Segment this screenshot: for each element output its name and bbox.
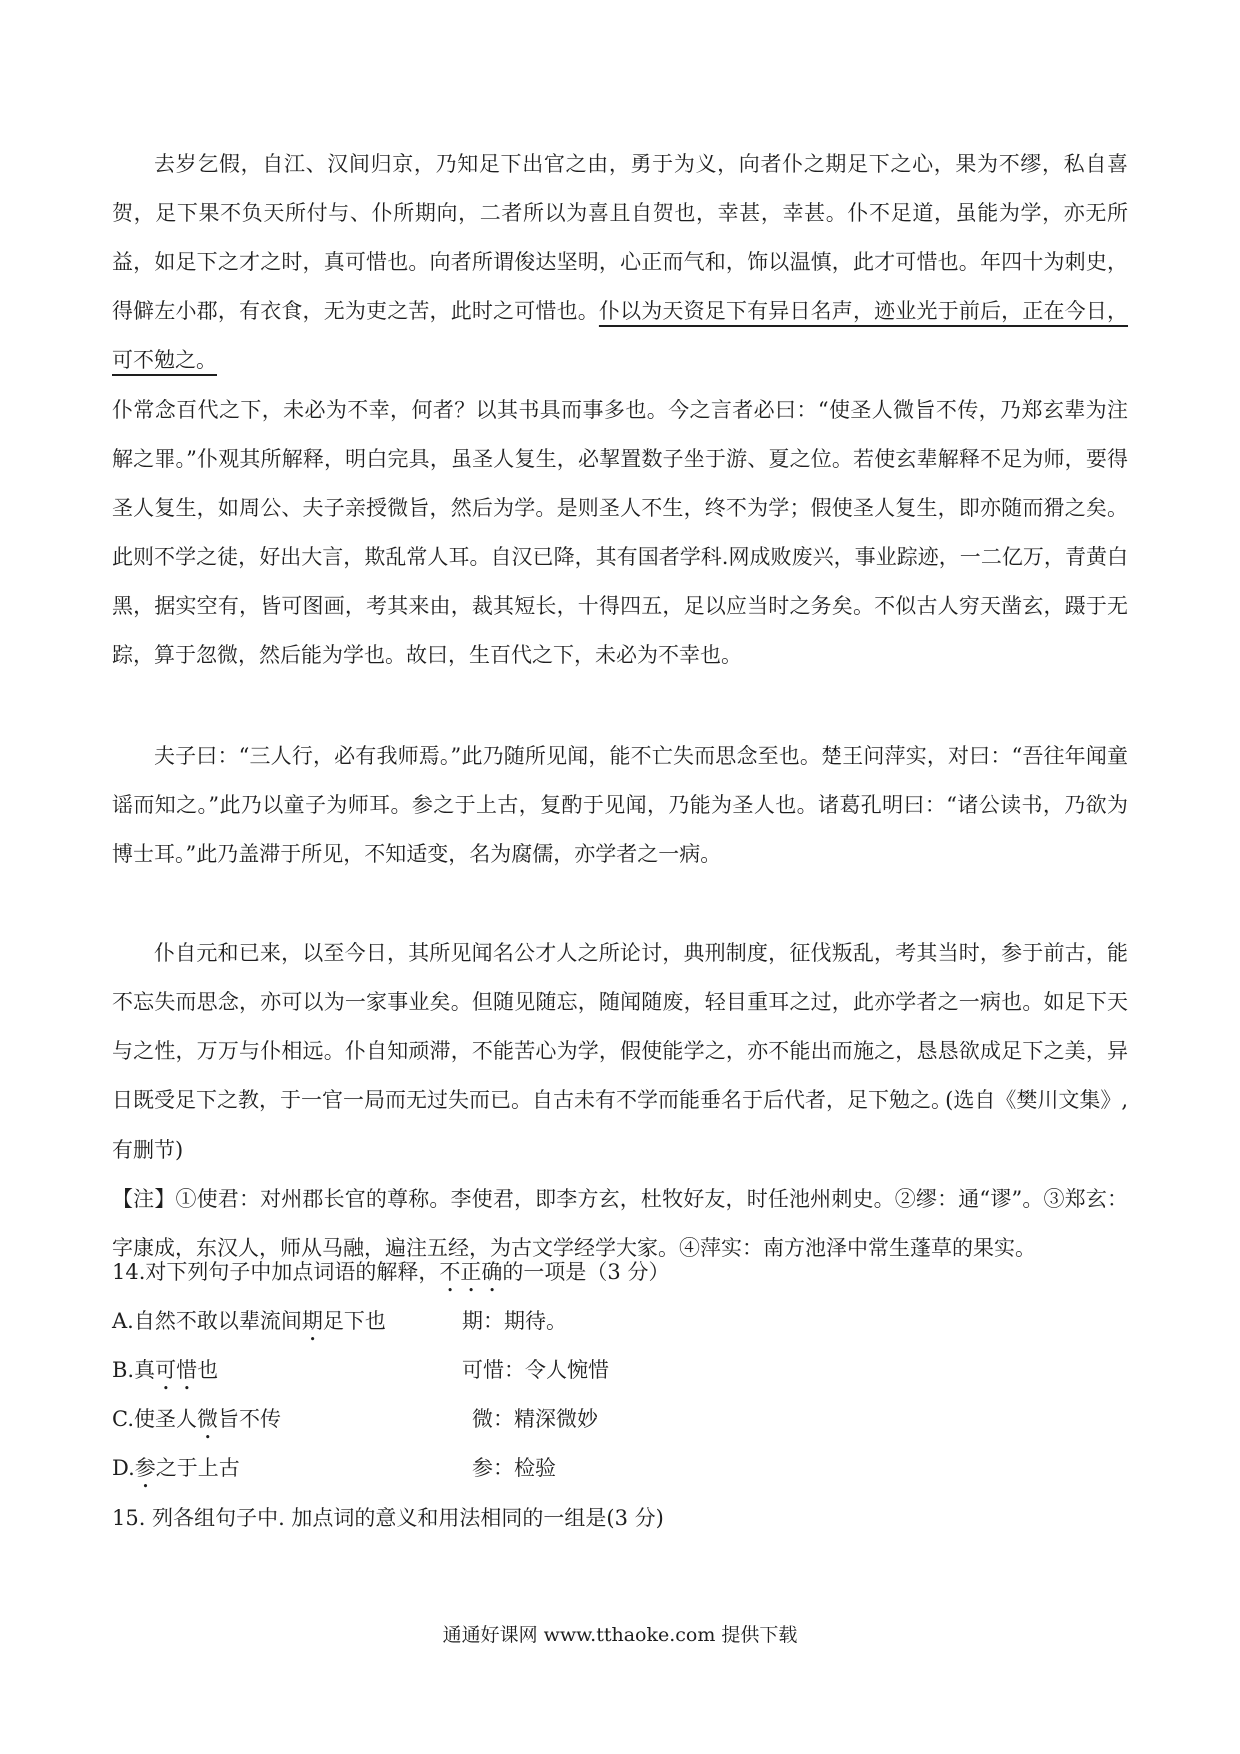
question-14-option-c-definition: 微：精深微妙 [472,1407,598,1431]
question-15-stem: 15. 列各组句子中. 加点词的意义和用法相同的一组是(3 分) [112,1506,664,1530]
question-14-option-d: D.参之于上古 [112,1456,240,1480]
question-14-option-d-definition: 参：检验 [472,1456,556,1480]
passage-paragraph-1-text: 去岁乞假，自江、汉间归京，乃知足下出官之由，勇于为义，向者仆之期足下之心，果为不缪，私自喜贺，足下果不负天所付与、仆所期向，二者所以为喜且自贺也，幸甚，幸甚。仆不足道，虽能为学，亦无所益，如足下之才之时，真可惜也。向者所谓俊达坚明，心正而气和，饰以温慎，此才可惜也。年四十为刺史，得僻左小郡，有衣食，无为吏之苦，此时之可惜也。 [112,152,1128,323]
source-citation: (选自《樊川文集》, [945,1088,1128,1112]
dotted-word: 微 [197,1407,218,1431]
dotted-word: 期 [301,1309,323,1333]
passage-paragraph-1 [112,140,1128,385]
annotation-note: 【注】①使君：对州郡长官的尊称。李使君，即李方玄，杜牧好友，时任池州刺史。②缪：通“谬”。③郑玄：字康成，东汉人，师从马融，遍注五经，为古文学经学大家。④萍实：南方池泽中常生蓬草的果实。 [112,1187,1128,1260]
question-14-option-a: A.自然不敢以辈流间期足下也 [112,1309,386,1333]
question-14-option-c: C.使圣人微旨不传 [112,1407,281,1431]
passage-paragraph-2: 仆常念百代之下，未必为不幸，何者？以其书具而事多也。今之言者必曰：“使圣人微旨不传，乃郑玄辈为注解之罪。”仆观其所解释，明白完具，虽圣人复生，必挈置数子坐于游、夏之位。若使玄辈解释不足为师，要得圣人复生，如周公、夫子亲授微旨，然后为学。是则圣人不生，终不为学；假使圣人复生，即亦随而猾之矣。此则不学之徒，好出大言，欺乱常人耳。自汉已降，其有国者学科.网成败废兴，事业踪迹，一二亿万，青黄白黑，据实空有，皆可图画，考其来由，裁其短长，十得四五，足以应当时之务矣。不似古人穷天凿玄，蹑于无踪，算于忽微，然后能为学也。故曰，生百代之下，未必为不幸也。 [112,398,1128,667]
source-citation-continued: 有删节) [112,1138,184,1162]
passage-paragraph-4: 仆自元和已来，以至今日，其所见闻名公才人之所论讨，典刑制度，征伐叛乱，考其当时，参于前古，能不忘失而思念，亦可以为一家事业矣。但随见随忘，随闻随废，轻目重耳之过，此亦学者之一病也。如足下天与之性，万万与仆相远。仆自知顽滞，不能苦心为学，假使能学之，亦不能出而施之，恳恳欲成足下之美，异日既受足下之教，于一官一局而无过失而已。自古未有不学而能垂名于后代者，足下勉之。 [112,941,1128,1112]
question-14-option-b-definition: 可惜：令人惋惜 [462,1358,609,1382]
question-14-option-b: B.真可惜也 [112,1358,219,1382]
dotted-word: 参 [134,1456,156,1480]
passage-paragraph-3: 夫子曰：“三人行，必有我师焉。”此乃随所见闻，能不亡失而思念至也。楚王问萍实，对曰：“吾往年闻童谣而知之。”此乃以童子为师耳。参之于上古，复酌于见闻，乃能为圣人也。诸葛孔明曰：“诸公读书，乃欲为博士耳。”此乃盖滞于所见，不知适变，名为腐儒，亦学者之一病。 [112,744,1128,866]
question-14-stem: 14.对下列句子中加点词语的解释，不正确的一项是（3 分） [112,1260,670,1284]
page-footer: 通通好课网 www.tthaoke.com 提供下载 [442,1624,798,1646]
question-14-option-a-definition: 期：期待。 [462,1309,567,1333]
underlined-sentence: 仆以为天资足下有异日名声，迹业光于前后，正在今日，可不勉之。 [112,299,1129,372]
dotted-word: 可惜 [155,1358,198,1382]
dotted-phrase: 不正确 [439,1260,503,1284]
